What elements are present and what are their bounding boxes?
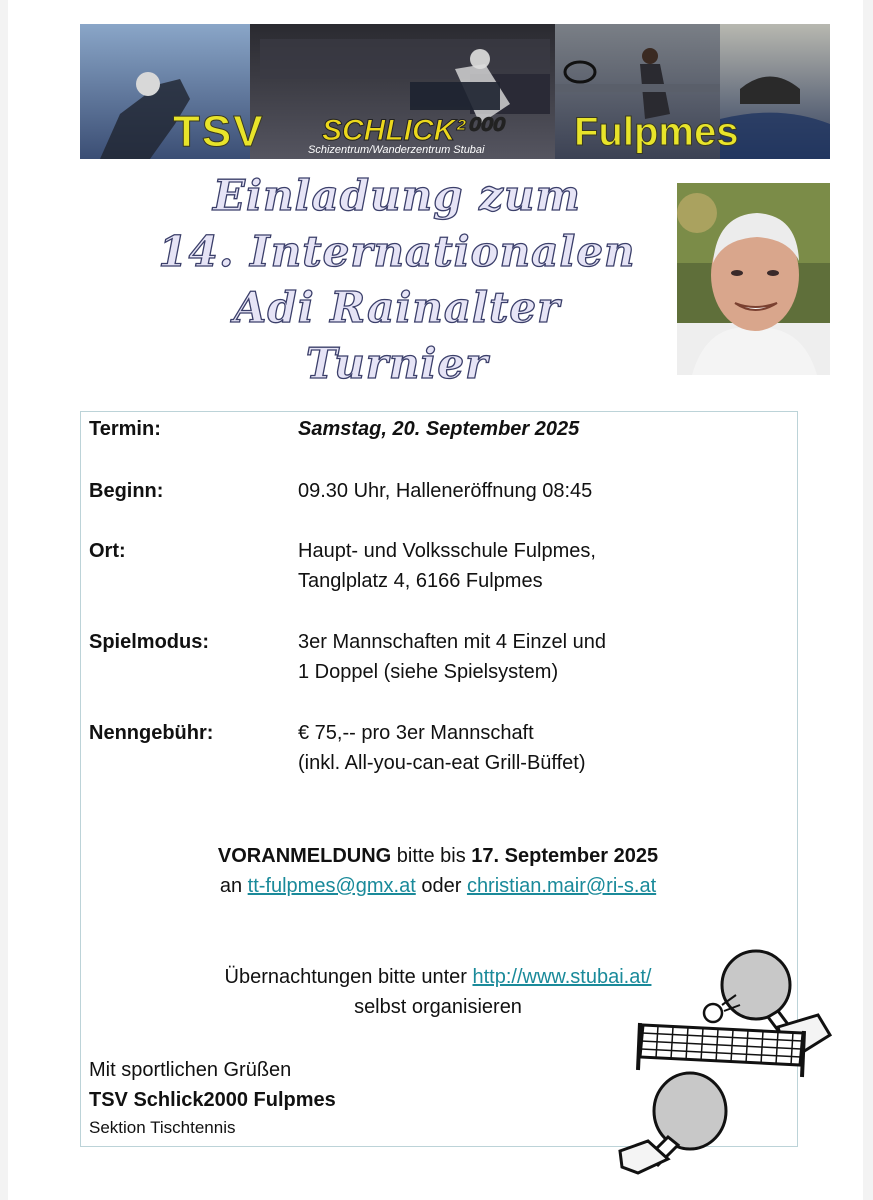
nenngebuehr-value-line-1: € 75,-- pro 3er Mannschaft [298, 722, 534, 744]
ort-label: Ort: [89, 540, 126, 562]
banner-subtitle: Schizentrum/Wanderzentrum Stubai [308, 144, 485, 156]
nenngebuehr-value-line-2: (inkl. All-you-can-eat Grill-Büffet) [298, 752, 586, 774]
ort-value-line-2: Tanglplatz 4, 6166 Fulpmes [298, 570, 543, 592]
email-link-christian-mair[interactable]: christian.mair@ri-s.at [466, 875, 657, 897]
title-line-3: Adi Rainalter [233, 283, 561, 332]
banner-fulpmes-text: Fulpmes [574, 110, 739, 154]
header-banner [80, 24, 830, 159]
title-line-4: Turnier [305, 339, 489, 388]
title-line-1: Einladung zum [213, 171, 581, 220]
banner-tsv-text: TSV [173, 107, 265, 156]
beginn-value: 09.30 Uhr, Halleneröffnung 08:45 [298, 480, 593, 502]
termin-value: Samstag, 20. September 2025 [298, 418, 580, 440]
ort-value-line-1: Haupt- und Volksschule Fulpmes, [298, 540, 596, 562]
email-link-tt-fulpmes[interactable]: tt-fulpmes@gmx.at [247, 875, 416, 897]
stubai-url-link[interactable]: http://www.stubai.at/ [472, 966, 652, 988]
footer-section: Sektion Tischtennis [89, 1118, 236, 1137]
termin-label: Termin: [89, 418, 161, 440]
registration-text: bitte bis [391, 845, 472, 867]
accommodation-line-2: selbst organisieren [354, 996, 522, 1018]
invitation-title [92, 168, 702, 392]
spielmodus-value-line-1: 3er Mannschaften mit 4 Einzel und [298, 631, 606, 653]
footer-greeting: Mit sportlichen Grüßen [89, 1059, 292, 1081]
portrait-photo [677, 183, 830, 375]
registration-prefix: an [219, 875, 248, 897]
banner-brand-text: SCHLICK²⁰⁰⁰ [322, 114, 502, 147]
registration-line-2 [80, 871, 796, 901]
registration-heading: VORANMELDUNG [217, 845, 392, 867]
accommodation-prefix: Übernachtungen bitte unter [224, 966, 473, 988]
footer-club: TSV Schlick2000 Fulpmes [89, 1089, 336, 1111]
nenngebuehr-label: Nenngebühr: [89, 722, 214, 744]
registration-deadline: 17. September 2025 [471, 845, 659, 867]
registration-line-1 [80, 841, 796, 871]
title-line-2: 14. Internationalen [158, 227, 636, 276]
spielmodus-label: Spielmodus: [89, 631, 210, 653]
beginn-label: Beginn: [89, 480, 164, 502]
registration-joiner: oder [415, 875, 467, 897]
table-tennis-illustration [618, 945, 833, 1180]
spielmodus-value-line-2: 1 Doppel (siehe Spielsystem) [298, 661, 559, 683]
